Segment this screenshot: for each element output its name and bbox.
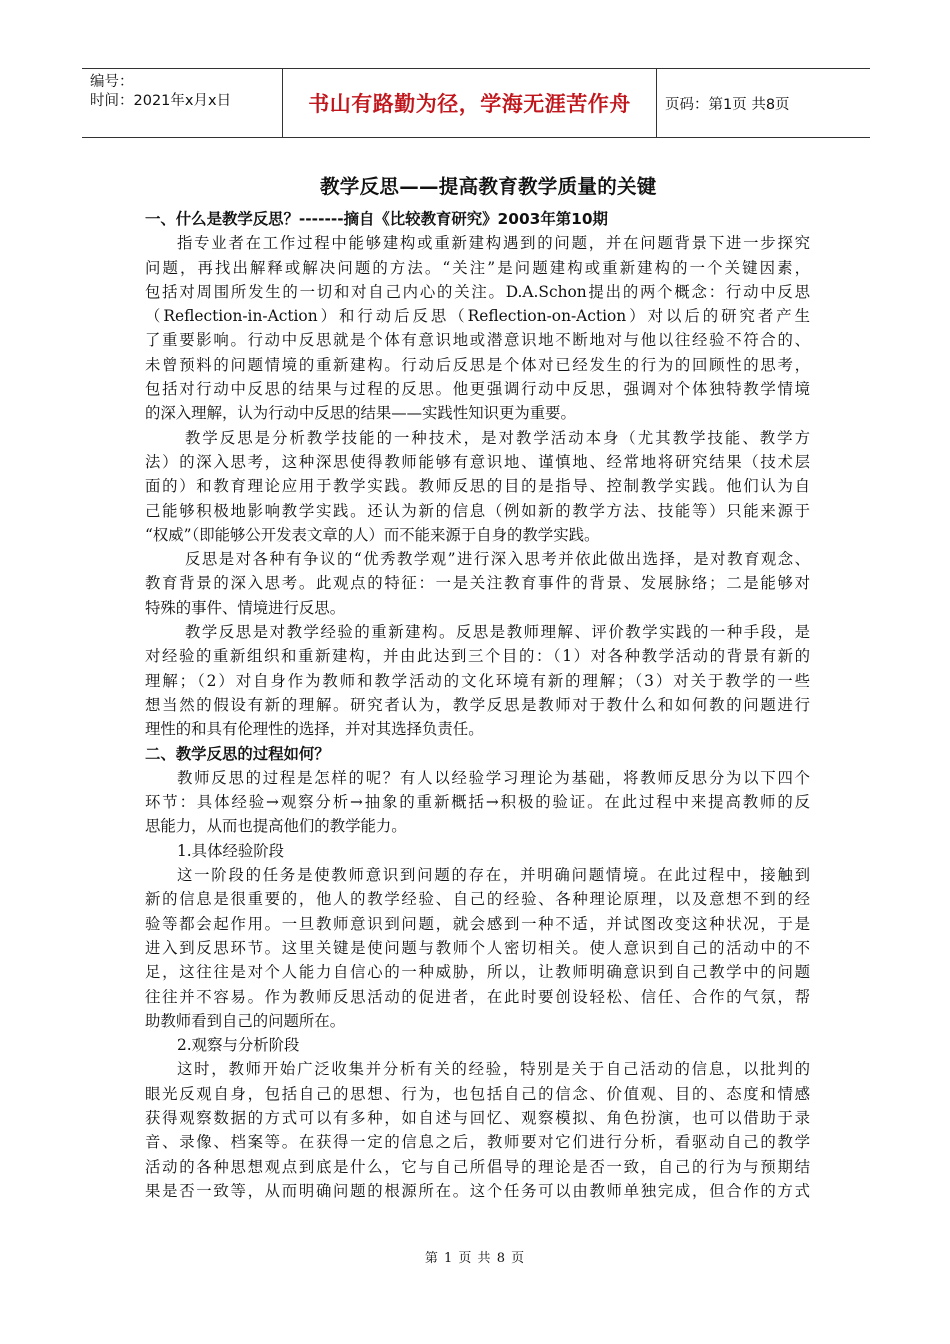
paragraph-line: 获得观察数据的方式可以有多种，如自述与回忆、观察模拟、角色扮演，也可以借助于录: [145, 1108, 810, 1127]
paragraph-line: 的深入理解，认为行动中反思的结果——实践性知识更为重要。: [145, 404, 576, 423]
subsection-heading: 1.具体经验阶段: [177, 841, 285, 860]
paragraph-line: 音、录像、档案等。在获得一定的信息之后，教师要对它们进行分析，看驱动自己的教学: [145, 1133, 810, 1152]
header-page-cell: [657, 69, 870, 137]
paragraph-line: 理解；（2）对自身作为教师和教学活动的文化环境有新的理解；（3）对关于教学的一些: [145, 671, 810, 690]
time-label: 时间：2021年x月x日: [90, 93, 232, 109]
paragraph-line: 指专业者在工作过程中能够建构或重新建构遇到的问题，并在问题背景下进一步探究: [177, 234, 810, 253]
paragraph-line: 果是否一致等，从而明确问题的根源所在。这个任务可以由教师单独完成，但合作的方式: [145, 1181, 810, 1200]
paragraph-line: 理性的和具有伦理性的选择，并对其选择负责任。: [145, 720, 484, 739]
paragraph-line: 新的信息是很重要的，他人的教学经验、自己的经验、各种理论原理，以及意想不到的经: [145, 890, 810, 909]
header-left-cell: [82, 69, 282, 137]
motto-text: 书山有路勤为径，学海无涯苦作舟: [308, 92, 631, 116]
paragraph-line: 特殊的事件、情境进行反思。: [145, 598, 346, 617]
paragraph-line: 教师反思的过程是怎样的呢？有人以经验学习理论为基础，将教师反思分为以下四个: [177, 768, 810, 787]
paragraph-line: 这时，教师开始广泛收集并分析有关的经验，特别是关于自己活动的信息，以批判的: [177, 1060, 810, 1079]
paragraph-line: 眼光反观自身，包括自己的思想、行为，也包括自己的信念、价值观、目的、态度和情感: [145, 1084, 810, 1103]
document-title: 教学反思——提高教育教学质量的关键: [320, 175, 657, 198]
paragraph-line: 反思是对各种有争议的“优秀教学观”进行深入思考并依此做出选择，是对教育观念、: [185, 550, 810, 569]
paragraph-line: （Reflection-in-Action）和行动后反思（Reflection-on-Action）对以后的研究者产生: [145, 307, 810, 326]
paragraph-line: 想当然的假设有新的理解。研究者认为，教学反思是教师对于教什么和如何教的问题进行: [145, 695, 810, 714]
section-heading-2: 二、教学反思的过程如何？: [145, 744, 330, 763]
subsection-heading: 2.观察与分析阶段: [177, 1036, 300, 1055]
paragraph-line: 足，这往往是对个人能力自信心的一种威胁，所以，让教师明确意识到自己教学中的问题: [145, 963, 810, 982]
paragraph-line: 面的）和教育理论应用于教学实践。教师反思的目的是指导、控制教学实践。他们认为自: [145, 477, 810, 496]
paragraph-line: 包括对周围所发生的一切和对自己内心的关注。D.A.Schon提出的两个概念：行动中反思: [145, 282, 810, 301]
paragraph-line: 教学反思是分析教学技能的一种技术，是对教学活动本身（尤其教学技能、教学方: [185, 428, 810, 447]
header-table: [82, 68, 870, 138]
page-footer: 第 1 页 共 8 页: [424, 1251, 526, 1266]
section-heading-1: 一、什么是教学反思？-------摘自《比较教育研究》2003年第10期: [145, 210, 608, 228]
paragraph-line: 验等都会起作用。一旦教师意识到问题，就会感到一种不适，并试图改变这种状况，于是: [145, 914, 810, 933]
document-body: [145, 207, 810, 1203]
paragraph-line: 己能够积极地影响教学实践。还认为新的信息（例如新的教学方法、技能等）只能来源于: [145, 501, 810, 520]
paragraph-line: 这一阶段的任务是使教师意识到问题的存在，并明确问题情境。在此过程中，接触到: [177, 866, 810, 885]
paragraph-line: 未曾预料的问题情境的重新建构。行动后反思是个体对已经发生的行为的回顾性的思考，: [145, 355, 810, 374]
paragraph-line: 活动的各种思想观点到底是什么，它与自己所倡导的理论是否一致，自己的行为与预期结: [145, 1157, 810, 1176]
paragraph-line: 教学反思是对教学经验的重新建构。反思是教师理解、评价教学实践的一种手段，是: [185, 623, 810, 642]
paragraph-line: 思能力，从而也提高他们的教学能力。: [145, 817, 407, 836]
paragraph-line: 进入到反思环节。这里关键是使问题与教师个人密切相关。使人意识到自己的活动中的不: [145, 938, 810, 957]
paragraph-line: 环节：具体经验→观察分析→抽象的重新概括→积极的验证。在此过程中来提高教师的反: [145, 793, 810, 812]
paragraph-line: 了重要影响。行动中反思就是个体有意识地或潜意识地不断地对与他以往经验不符合的、: [145, 331, 810, 350]
header-motto-cell: [282, 69, 657, 137]
paragraph-line: 往往并不容易。作为教师反思活动的促进者，在此时要创设轻松、信任、合作的气氛，帮: [145, 987, 810, 1006]
paragraph-line: 问题，再找出解释或解决问题的方法。“关注”是问题建构或重新建构的一个关键因素，: [145, 258, 810, 277]
paragraph-line: 法）的深入思考，这种深思使得教师能够有意识地、谨慎地、经常地将研究结果（技术层: [145, 452, 810, 471]
paragraph-line: “权威”（即能够公开发表文章的人）而不能来源于自身的教学实践。: [145, 525, 600, 544]
paragraph-line: 教育背景的深入思考。此观点的特征：一是关注教育事件的背景、发展脉络；二是能够对: [145, 574, 810, 593]
number-label: 编号：: [90, 74, 134, 90]
paragraph-line: 助教师看到自己的问题所在。: [145, 1011, 346, 1030]
page-label: 页码：第1页 共8页: [665, 96, 790, 113]
paragraph-line: 包括对行动中反思的结果与过程的反思。他更强调行动中反思，强调对个体独特教学情境: [145, 380, 810, 399]
paragraph-line: 对经验的重新组织和重新建构，并由此达到三个目的：（1）对各种教学活动的背景有新的: [145, 647, 810, 666]
